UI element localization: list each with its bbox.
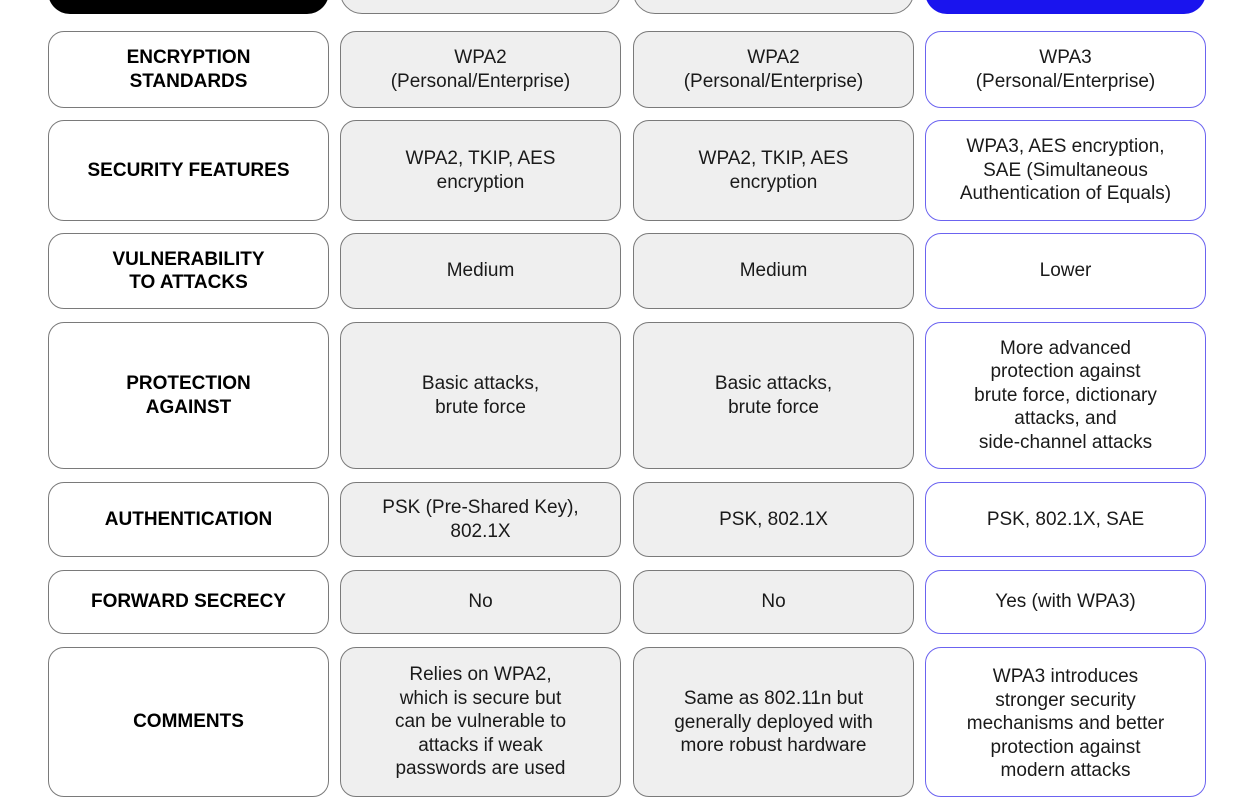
cell-protection-against-col2: Basic attacks, brute force: [633, 322, 914, 469]
row-label-comments: COMMENTS: [48, 647, 329, 797]
cell-encryption-standards-col1: WPA2 (Personal/Enterprise): [340, 31, 621, 108]
row-label-vulnerability: VULNERABILITY TO ATTACKS: [48, 233, 329, 309]
row-label-forward-secrecy: FORWARD SECRECY: [48, 570, 329, 634]
cell-forward-secrecy-col3: Yes (with WPA3): [925, 570, 1206, 634]
cell-security-features-col2: WPA2, TKIP, AES encryption: [633, 120, 914, 221]
header-cell-column-1: [340, 0, 621, 14]
header-cell-column-2: [633, 0, 914, 14]
cell-forward-secrecy-col2: No: [633, 570, 914, 634]
cell-encryption-standards-col2: WPA2 (Personal/Enterprise): [633, 31, 914, 108]
header-cell-column-3: [925, 0, 1206, 14]
cell-comments-col2: Same as 802.11n but generally deployed with more robust hardware: [633, 647, 914, 797]
cell-authentication-col2: PSK, 802.1X: [633, 482, 914, 557]
cell-protection-against-col1: Basic attacks, brute force: [340, 322, 621, 469]
cell-security-features-col3: WPA3, AES encryption, SAE (Simultaneous Authentication of Equals): [925, 120, 1206, 221]
cell-security-features-col1: WPA2, TKIP, AES encryption: [340, 120, 621, 221]
cell-comments-col3: WPA3 introduces stronger security mechanisms and better protection against modern attacks: [925, 647, 1206, 797]
cell-forward-secrecy-col1: No: [340, 570, 621, 634]
row-label-authentication: AUTHENTICATION: [48, 482, 329, 557]
row-label-protection-against: PROTECTION AGAINST: [48, 322, 329, 469]
cell-authentication-col1: PSK (Pre-Shared Key), 802.1X: [340, 482, 621, 557]
header-cell-label-column: [48, 0, 329, 14]
row-label-encryption-standards: ENCRYPTION STANDARDS: [48, 31, 329, 108]
cell-vulnerability-col3: Lower: [925, 233, 1206, 309]
cell-vulnerability-col2: Medium: [633, 233, 914, 309]
cell-encryption-standards-col3: WPA3 (Personal/Enterprise): [925, 31, 1206, 108]
cell-vulnerability-col1: Medium: [340, 233, 621, 309]
cell-authentication-col3: PSK, 802.1X, SAE: [925, 482, 1206, 557]
cell-comments-col1: Relies on WPA2, which is secure but can be vulnerable to attacks if weak passwords are used: [340, 647, 621, 797]
row-label-security-features: SECURITY FEATURES: [48, 120, 329, 221]
cell-protection-against-col3: More advanced protection against brute force, dictionary attacks, and side-channel attacks: [925, 322, 1206, 469]
